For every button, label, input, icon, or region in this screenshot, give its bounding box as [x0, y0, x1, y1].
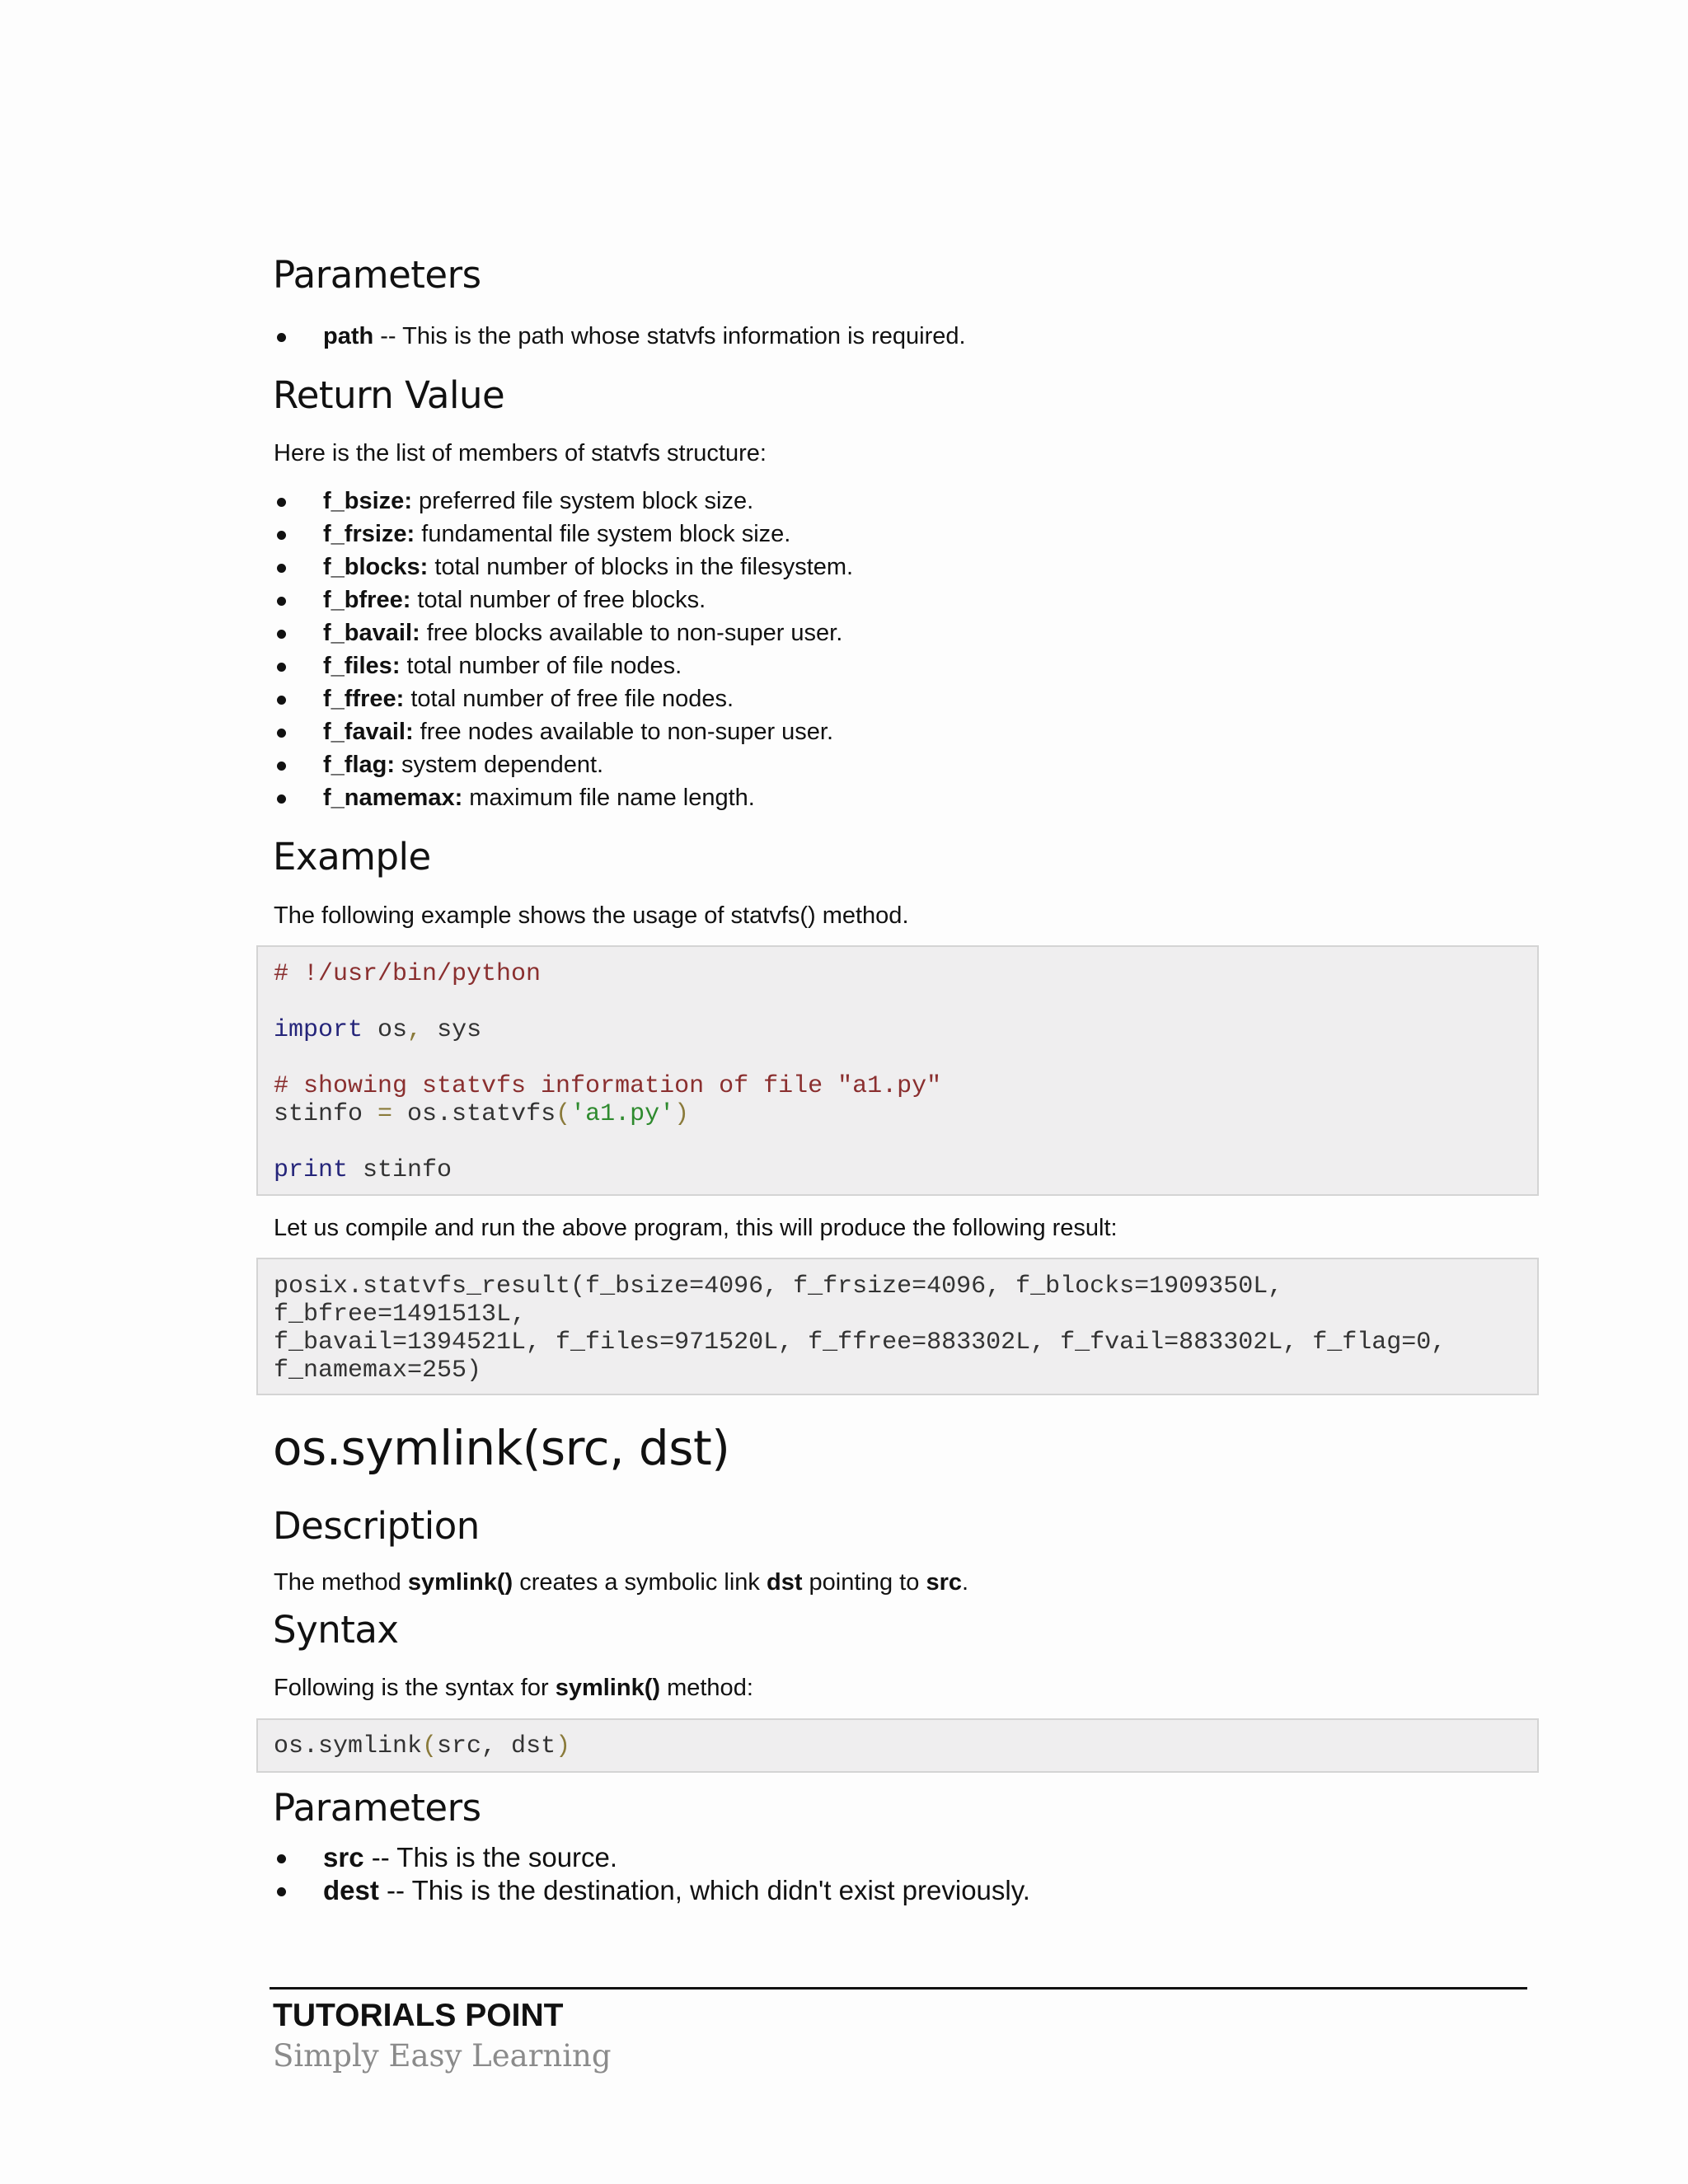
description-text	[274, 1566, 968, 1599]
result-intro: Let us compile and run the above program, this will produce the following result:	[274, 1215, 1118, 1241]
symlink-title: os.symlink(src, dst)	[273, 1420, 730, 1476]
member-desc: fundamental file system block size.	[415, 521, 791, 547]
text-run: Following is the syntax for	[274, 1675, 556, 1701]
member-desc: free nodes available to non-super user.	[413, 719, 834, 745]
list-item	[274, 748, 853, 781]
list-item	[274, 583, 853, 616]
code-text: stinfo	[348, 1156, 452, 1184]
bullet-icon	[277, 729, 286, 738]
output-line: f_bavail=1394521L, f_files=971520L, f_ffree=883302L, f_fvail=883302L, f_flag=0,	[274, 1329, 1447, 1357]
bullet-icon	[277, 1887, 286, 1896]
code-line-shebang	[274, 960, 541, 988]
code-comment: # !/usr/bin/python	[274, 960, 542, 988]
bullet-icon	[277, 531, 286, 540]
code-punctuation: ,	[407, 1016, 423, 1044]
code-text: stinfo	[274, 1100, 378, 1128]
member-term: f_bavail:	[323, 620, 420, 646]
member-term: f_files:	[323, 653, 401, 679]
list-item	[274, 1874, 1030, 1907]
member-desc: preferred file system block size.	[411, 488, 754, 514]
bullet-icon	[277, 1854, 286, 1863]
parameters-list	[274, 320, 966, 353]
code-punctuation: )	[556, 1732, 571, 1760]
code-comment: # showing statvfs information of file "a1.py"	[274, 1072, 942, 1100]
code-line-print	[274, 1156, 452, 1184]
param-term: dest	[323, 1875, 379, 1905]
bullet-icon	[277, 597, 286, 606]
code-line-comment	[274, 1072, 941, 1100]
code-line-assign	[274, 1100, 689, 1128]
param-desc: -- This is the path whose statvfs information is required.	[373, 323, 966, 349]
parameters-heading: Parameters	[273, 1786, 481, 1830]
text-run: method:	[660, 1675, 753, 1701]
code-text: os.statvfs	[392, 1100, 556, 1128]
result-output-block	[256, 1258, 1539, 1395]
member-desc: total number of file nodes.	[400, 653, 682, 679]
code-keyword: print	[274, 1156, 349, 1184]
syntax-heading: Syntax	[273, 1608, 399, 1652]
member-desc: total number of blocks in the filesystem.	[428, 554, 854, 580]
return-value-intro: Here is the list of members of statvfs structure:	[274, 440, 767, 466]
bullet-icon	[277, 794, 286, 804]
code-line-syntax	[274, 1732, 570, 1760]
code-text: os	[363, 1016, 408, 1044]
code-line-import	[274, 1016, 481, 1044]
member-term: f_frsize:	[323, 521, 415, 547]
symlink-parameters-list	[274, 1841, 1030, 1907]
list-item	[274, 781, 853, 814]
member-term: f_bsize:	[323, 488, 412, 514]
bullet-icon	[277, 333, 286, 342]
parameters-heading: Parameters	[273, 253, 481, 297]
member-term: f_ffree:	[323, 686, 405, 712]
footer-tagline: Simply Easy Learning	[273, 2038, 612, 2074]
bold-run: symlink()	[407, 1569, 513, 1596]
code-keyword: import	[274, 1016, 363, 1044]
text-run: pointing to	[802, 1569, 926, 1596]
footer-brand: TUTORIALS POINT	[273, 1998, 564, 2033]
bullet-icon	[277, 630, 286, 639]
output-line: f_namemax=255)	[274, 1357, 482, 1385]
text-run: creates a symbolic link	[513, 1569, 767, 1596]
text-run: .	[961, 1569, 969, 1596]
member-term: f_flag:	[323, 752, 395, 778]
member-desc: maximum file name length.	[462, 785, 755, 811]
bold-run: src	[926, 1569, 962, 1596]
list-item	[274, 649, 853, 682]
member-desc: system dependent.	[395, 752, 604, 778]
bullet-icon	[277, 498, 286, 507]
bullet-icon	[277, 762, 286, 771]
code-punctuation: =	[377, 1100, 393, 1128]
code-punctuation: (	[556, 1100, 571, 1128]
member-desc: total number of free blocks.	[410, 587, 706, 613]
syntax-intro	[274, 1671, 753, 1704]
member-desc: free blocks available to non-super user.	[420, 620, 843, 646]
list-item	[274, 616, 853, 649]
bullet-icon	[277, 663, 286, 672]
example-code-block	[256, 945, 1539, 1196]
example-heading: Example	[273, 835, 431, 879]
list-item	[274, 320, 966, 353]
list-item	[274, 518, 853, 551]
list-item	[274, 682, 853, 715]
bold-run: dst	[766, 1569, 803, 1596]
syntax-code-block	[256, 1718, 1539, 1773]
bullet-icon	[277, 696, 286, 705]
list-item	[274, 1841, 1030, 1874]
return-value-heading: Return Value	[273, 373, 505, 417]
code-punctuation: )	[674, 1100, 690, 1128]
code-punctuation: (	[422, 1732, 438, 1760]
list-item	[274, 715, 853, 748]
param-term: path	[323, 323, 374, 349]
bullet-icon	[277, 564, 286, 573]
code-text: os.symlink	[274, 1732, 423, 1760]
list-item	[274, 485, 853, 518]
output-line: f_bfree=1491513L,	[274, 1301, 527, 1329]
text-run: The method	[274, 1569, 408, 1596]
param-desc: -- This is the destination, which didn't exist previously.	[378, 1875, 1030, 1905]
code-text: sys	[422, 1016, 482, 1044]
param-desc: -- This is the source.	[363, 1842, 618, 1872]
member-desc: total number of free file nodes.	[404, 686, 734, 712]
example-intro: The following example shows the usage of statvfs() method.	[274, 902, 909, 929]
bold-run: symlink()	[555, 1675, 661, 1701]
list-item	[274, 551, 853, 583]
member-term: f_blocks:	[323, 554, 429, 580]
footer-divider	[270, 1987, 1527, 1990]
member-term: f_bfree:	[323, 587, 411, 613]
statvfs-members-list	[274, 485, 853, 814]
member-term: f_namemax:	[323, 785, 463, 811]
code-string: 'a1.py'	[570, 1100, 675, 1128]
output-line: posix.statvfs_result(f_bsize=4096, f_frsize=4096, f_blocks=1909350L,	[274, 1272, 1283, 1301]
description-heading: Description	[273, 1504, 480, 1548]
code-text: src, dst	[437, 1732, 556, 1760]
param-term: src	[323, 1842, 364, 1872]
member-term: f_favail:	[323, 719, 414, 745]
